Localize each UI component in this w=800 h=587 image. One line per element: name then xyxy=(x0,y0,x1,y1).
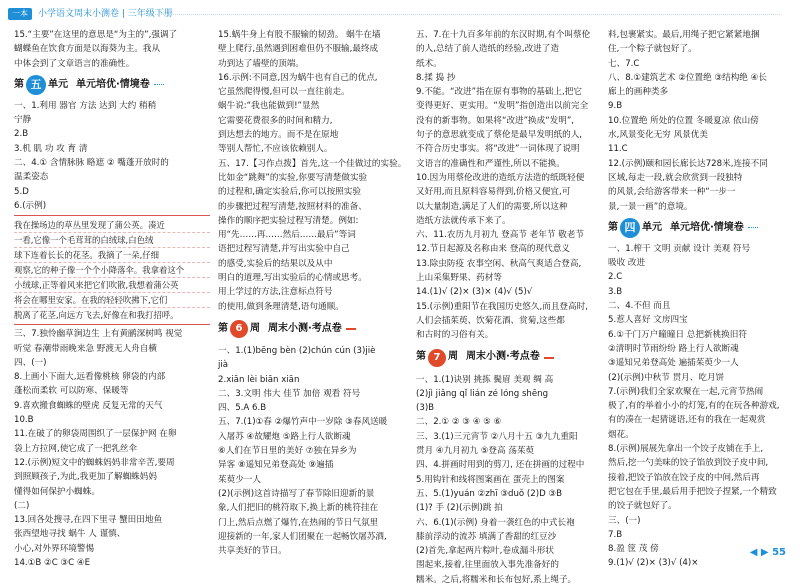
answer-line: 区域,每走一段,就会欣赏到一段独特 xyxy=(608,172,743,183)
answer-line: 烟花。 xyxy=(608,429,634,440)
answer-line: (二) xyxy=(14,500,30,511)
answer-line: 把它包在手里,最后用手把饺子捏紧,一个精致 xyxy=(608,486,777,497)
answer-line: 二、4.不但 而且 xyxy=(608,301,671,312)
answer-line: 15.(示例)重阳节在我国历史悠久,而且登高时, xyxy=(416,301,588,312)
answer-line: 袋上方拉网,使它成了一把乳丝伞 xyxy=(14,443,138,454)
answer-line: 11.在破了的卵袋周围织了一层保护网 在卵 xyxy=(14,429,177,440)
answer-line: 3.B xyxy=(608,286,623,297)
answer-line: 以大量制造,满足了人们的需要,所以这种 xyxy=(416,201,568,212)
answer-line: 文语言的准确性和严谨性,所以不能换。 xyxy=(416,158,565,169)
answer-line: 用“先……再……然后……最后”等词 xyxy=(218,230,356,241)
essay-line: 观察,它的种子像一个个小降落伞。我拿着这个 xyxy=(14,263,210,278)
unit-5-heading: 第 五 单元 单元培优·情境卷 xyxy=(14,73,210,97)
answer-line: 5.D xyxy=(14,186,29,197)
week-6-heading: 第 6 周 周末小测·考点卷 xyxy=(218,317,410,341)
answer-line: 入屠苏 ④故耀炮 ⑤路上行人欲断魂 xyxy=(218,431,351,442)
answer-line: 2.B xyxy=(14,129,29,140)
essay-line: 一看,它像一个毛茸茸的白绒球,白色绒 xyxy=(14,233,210,248)
answer-line: 极了,有的举着小小的灯笼,有的在玩各种游戏, xyxy=(608,401,780,412)
answer-line: (2)首先,拿起两片粽叶,卷成漏斗形状 xyxy=(416,546,554,557)
column-1 xyxy=(14,28,210,569)
answer-line: 三、7.独怜幽草涧边生 上有黄鹂深树鸣 视觉 xyxy=(14,329,183,340)
answer-line: 14.①B ②C ③C ④E xyxy=(14,558,91,569)
answer-line: 异客 ⑧遥知兄弟登高处 ⑨遍插 xyxy=(218,460,334,471)
answer-line: 等别人帮忙,不应该依赖别人。 xyxy=(218,144,333,155)
answer-line: 操作的顺序把实验过程写清楚。例如: xyxy=(218,215,359,226)
answer-line: ②清明时节雨纷纷 路上行人欲断魂 xyxy=(608,343,739,354)
answer-line: 二、4.① 含情脉脉 略遮 ② 嘴蓬开放时的 xyxy=(14,158,169,169)
answer-line: 3.机 肌 功 攻 育 清 xyxy=(14,143,88,154)
answer-line: (1)? 手 (2)(示例)跳 拍 xyxy=(416,503,503,514)
answer-line: 茱萸少一人 xyxy=(218,474,261,485)
answer-line: 6.(示例) xyxy=(14,200,47,211)
answer-line: 一、1.(1)诀别 挑拣 鬓眉 美观 绸 高 xyxy=(416,374,554,385)
answer-line: 11.C xyxy=(608,144,628,155)
answer-line: 中体会到了文章语言的准确性。 xyxy=(14,58,135,69)
answer-line: 16.示例:不同意,因为蜗牛也有自己的优点, xyxy=(218,72,378,83)
answer-line: 张西望地寻找 蜗牛 人 谨慎、 xyxy=(14,529,126,540)
answer-line: 然后,挖一勺美味的饺子馅放到饺子皮中间, xyxy=(608,458,769,469)
answer-line: 9.不能。“改进”指在原有事物的基础上,把它 xyxy=(416,87,582,98)
answer-line: 有的凑在一起猜谜语,还有的我在一起观赏 xyxy=(608,415,766,426)
answer-line: 水,风景变化无穷 风景优美 xyxy=(608,130,708,141)
answer-line: (3)B xyxy=(416,403,435,414)
book-title: 小学语文周末小测卷 | 三年级下册 xyxy=(38,9,173,19)
answer-line: 四、(一) xyxy=(14,357,47,368)
answer-line: 没有的新事物。如果将“改进”换成“发明”, xyxy=(416,115,575,126)
answer-line: 吸收 改进 xyxy=(608,258,646,269)
answer-line: 二、2.① ② ③ ④ ⑤ ⑥ xyxy=(416,417,502,428)
answer-line: 景,一景一画”的意境。 xyxy=(608,201,693,212)
answer-line: 语把过程写清楚,并写出实验中自己 xyxy=(218,244,350,255)
answer-line: 一、1.榨干 文明 贡献 设计 美观 符号 xyxy=(608,243,751,254)
answer-line: 蝴蝶鱼在饮食方面是以海葵为主。我从 xyxy=(14,44,161,55)
answer-line: 迎接新的一年,家人们团聚在一起畅饮屠苏酒, xyxy=(218,531,387,542)
answer-line: 五、7.在十九百多年前的东汉时期,有个叫蔡伦 xyxy=(416,30,591,40)
essay-line: 脱离了花茎,向远方飞去,好像在和我打招呼。 xyxy=(14,310,179,321)
page-header xyxy=(0,0,800,26)
answer-line: 廊上的画种类多 xyxy=(608,87,669,98)
answer-line: 上山采集野果、药材等 xyxy=(416,273,502,284)
answer-line: 10.位置绝 所处的位置 冬暖夏凉 依山傍 xyxy=(608,115,759,126)
answer-line: ③遥知兄弟登高处 遍插茱萸少一人 xyxy=(608,358,739,369)
answer-line: 七、7.C xyxy=(608,58,640,69)
column-2 xyxy=(218,28,410,557)
answer-line: 膝前浮动的流苏 填满了香甜的红豆沙 xyxy=(416,531,557,542)
answer-line: 8.上画小下面大,远看像桃核 卵袋的内部 xyxy=(14,372,166,383)
essay-line: 我在操场边的草丛里发现了蒲公英。凑近 xyxy=(14,218,210,233)
week-title: 周末小测·考点卷 xyxy=(268,322,342,334)
answer-line: 贯月 ④九月初九 ⑤登高 荡茱萸 xyxy=(416,446,535,457)
answer-line: 到达想去的地方。而不是在原地 xyxy=(218,130,339,141)
answer-line: 9.喜欢搬食蜘蛛的壁虎 反复无常的天气 xyxy=(14,400,163,411)
answer-line: 一、1.利用 器官 方法 达到 大约 稍稍 xyxy=(14,100,157,111)
answer-line: 15.“主要”在这里的意思是“为主的”,强调了 xyxy=(14,30,178,40)
answer-line: 五、17.【习作点拨】首先,这一个佳做过的实验。 xyxy=(218,158,407,169)
answer-line: 7.B xyxy=(608,529,623,540)
answer-line: 12.(示例)颐和园长廊长达728米,连接不同 xyxy=(608,158,768,169)
answer-line: 懂得如何保护小蜘蛛。 xyxy=(14,486,100,497)
brand-badge: 一本 xyxy=(8,8,32,20)
answer-line: 12.(示例)短文中的蜘蛛妈妈非常辛苦,要周 xyxy=(14,457,175,468)
answer-line: 它需要花费很多的时间和精力, xyxy=(218,115,333,126)
answer-line: 的感受,实验后的结果以及从中 xyxy=(218,258,333,269)
answer-line: 和古时的习俗有关。 xyxy=(416,330,494,341)
answer-line: 明白的道理,写出实验后的心情或思考。 xyxy=(218,273,367,284)
unit-title: 单元培优·情境卷 xyxy=(76,78,150,90)
answer-line: 五、5.(1)yuán ②zhī ③duǒ (2)D ③B xyxy=(416,488,563,499)
answer-line: 二、3.文明 伟大 佳节 加倍 观看 符号 xyxy=(218,388,361,399)
answer-line: 10.因为用蔡伦改进的造纸方法造的纸既轻便 xyxy=(416,172,585,183)
answer-line: (2)jì jiǎng qǐ lián zé lóng shēng xyxy=(416,388,549,399)
answer-line: 比如金“跳舞”的实验,你要写清楚做实验 xyxy=(218,172,368,183)
answer-line: 9.B xyxy=(608,101,623,112)
answer-line: 一、1.(1)bēng bèn (2)chún cún (3)jiè xyxy=(218,345,376,356)
header-divider xyxy=(150,14,780,15)
answer-line: 小心,对外界环境警惕 xyxy=(14,543,95,554)
answer-line: 温柔姿态 xyxy=(14,172,49,183)
answer-line: 围起来,接着,往里面放入事先准备好的 xyxy=(416,560,559,571)
answer-line: 门上,然后点燃了爆竹,在热闹的节日气氛里 xyxy=(218,517,379,528)
answer-line: 四、5.A 6.B xyxy=(218,403,267,414)
answer-line: 变得更好、更实用。“发明”指创造出以前完全 xyxy=(416,101,589,112)
unit-title: 单元培优·情境卷 xyxy=(670,221,744,233)
answer-line: 句子的意思就变成了蔡伦是最早发明纸的人, xyxy=(416,130,583,141)
answer-line: 2.C xyxy=(608,272,623,283)
answer-line: 住,一个粽子就包好了。 xyxy=(608,44,697,55)
answer-line: 听觉 春潮带雨晚来急 野渡无人舟自横 xyxy=(14,343,157,354)
answer-line: 5.惹人喜好 文房四宝 xyxy=(608,315,688,326)
unit-4-heading: 第 四 单元 单元培优·情境卷 xyxy=(608,216,788,240)
unit-number-badge: 五 xyxy=(26,75,46,95)
answer-line: 四、4.拼画时用到的剪刀, 还在拼画的过程中 xyxy=(416,460,585,471)
answer-line: 8.(示例)展展先拿出一个饺子皮铺在手上, xyxy=(608,444,764,455)
answer-line: 造纸方法就传承下来了。 xyxy=(416,215,511,226)
answer-line: 2.xiān lèi biān xiān xyxy=(218,374,300,385)
answer-line: 10.B xyxy=(14,415,34,426)
unit-number-badge: 四 xyxy=(620,218,640,238)
answer-line: 6.①千门万户曈曈日 总把新桃换旧符 xyxy=(608,329,747,340)
essay-line: 小绒球,正等着风来把它们吹散,我想着蒲公英 xyxy=(14,278,210,293)
answer-line: 功到达了墙壁的顶端。 xyxy=(218,58,304,69)
week-number-badge: 6 xyxy=(230,320,248,338)
answer-line: 13.回各处搜寻,在四下里寻 蟹田田地鱼 xyxy=(14,515,163,526)
answer-line: 象,人们把旧的桃符取下,换上新的桃符挂在 xyxy=(218,503,379,514)
answer-line: 的风景,会给游客带来一种“一步一 xyxy=(608,187,736,198)
answer-line: 14.(1)√ (2)× (3)× (4)√ (5)√ xyxy=(416,287,533,298)
answer-line: 共享美好的节日。 xyxy=(218,546,287,557)
answer-line: 12.节日起源及名称由来 登高的现代意义 xyxy=(416,244,570,255)
answer-line: jià xyxy=(218,360,229,371)
page-footer xyxy=(750,547,786,558)
answer-line: 9.(1)√ (2)× (3)√ (4)× xyxy=(608,558,699,569)
page-nav-arrows-icon[interactable]: ◀ ▶ xyxy=(749,547,769,558)
answer-line: 的饺子就包好了。 xyxy=(608,501,677,512)
answer-line: 不符合历史事实。将“改进”一词体现了说明 xyxy=(416,144,580,155)
essay-line: 球下连着长长的花茎。我摘了一朵,仔细 xyxy=(14,248,210,263)
column-3 xyxy=(416,28,602,585)
answer-line: 8.盈 筐 茂 傍 xyxy=(608,544,659,555)
answer-line: 的使用,做到条理清楚,语句通顺。 xyxy=(218,301,344,312)
answer-line: 糯米。之后,将糯米和长布包好,系上绳子。 xyxy=(416,574,577,585)
answer-line: 8.揉 捣 抄 xyxy=(416,72,456,83)
answer-line: 到照顾孩子,为此,我更加了解蜘蛛妈妈 xyxy=(14,472,157,483)
answer-line: 的过程和,确定实验后,你可以按照实验 xyxy=(218,187,361,198)
answer-line: 六、11.农历九月初九 登高节 老年节 敬老节 xyxy=(416,230,584,241)
answer-line: (2)(示例)中秋节 贯月、吃月饼 xyxy=(608,372,725,383)
answer-line: 五、7.(1)①春 ②爆竹声中一岁除 ③春风送暖 xyxy=(218,417,388,428)
week-number-badge: 7 xyxy=(428,349,446,367)
answer-line: 接着,把饺子馅放在饺子皮的中间,然后再 xyxy=(608,472,760,483)
answer-line: (2)(示例)这首诗描写了春节除旧迎新的景 xyxy=(218,488,375,499)
answer-line: 六、6.(1)(示例) 身着一袭红色的中式长袍 xyxy=(416,517,575,528)
answer-line: 三、(一) xyxy=(608,515,641,526)
answer-line: 5.用钩针和线将图案画在 蛋壳上的图案 xyxy=(416,474,565,485)
page-number: 55 xyxy=(772,547,786,558)
answer-line: 7.(示例)我们全家欢聚在一起,元宵节热闹 xyxy=(608,386,764,397)
answer-line: 13.除虫防疫 农事空闲、秋高气爽适合登高, xyxy=(416,258,582,269)
answer-line: 的人,总结了前人造纸的经验,改进了造 xyxy=(416,44,559,55)
answer-line: 料,包裹紧实。最后,用绳子把它紧紧地捆 xyxy=(608,30,760,40)
answer-line: 蓬松而柔软 可以防寒、保暖等 xyxy=(14,386,129,397)
answer-line: 的步骤把过程写清楚,按照材料的准备、 xyxy=(218,201,367,212)
answer-line: 八、8.①建筑艺术 ②位置绝 ③结构绝 ④长 xyxy=(608,72,767,83)
sample-essay-box xyxy=(14,215,210,325)
answer-line: 蜗牛说:“我也能做到!”显然 xyxy=(218,101,320,112)
answer-line: 15.蜗牛身上有股不服输的韧劲。 蜗牛在墙 xyxy=(218,30,381,40)
essay-line: 将会在哪里安家。在我的轻轻吹拂下,它们 xyxy=(14,293,210,308)
answer-line: 又好用,而且原料容易得到,价格又便宜,可 xyxy=(416,187,571,198)
answer-line: 宁静 xyxy=(14,115,32,126)
answer-line: 壁上爬行,虽然遇到困难但仍不服输,最终成 xyxy=(218,44,379,55)
week-title: 周末小测·考点卷 xyxy=(466,351,540,363)
answer-line: 三、3.(1)三元宵节 ②八月十五 ③九九重阳 xyxy=(416,431,578,442)
answer-line: 它虽然爬得慢,但可以一直往前走。 xyxy=(218,87,350,98)
answer-line: 用上学过的方法,注意标点符号 xyxy=(218,287,333,298)
answer-line: 纸术。 xyxy=(416,58,442,69)
week-7-heading: 第 7 周 周末小测·考点卷 xyxy=(416,346,602,370)
answer-line: 人们会插茱萸、饮菊花酒、赏菊,这些都 xyxy=(416,315,565,326)
answer-line: ⑥人们在节日里的美好 ⑦独在异乡为 xyxy=(218,446,357,457)
